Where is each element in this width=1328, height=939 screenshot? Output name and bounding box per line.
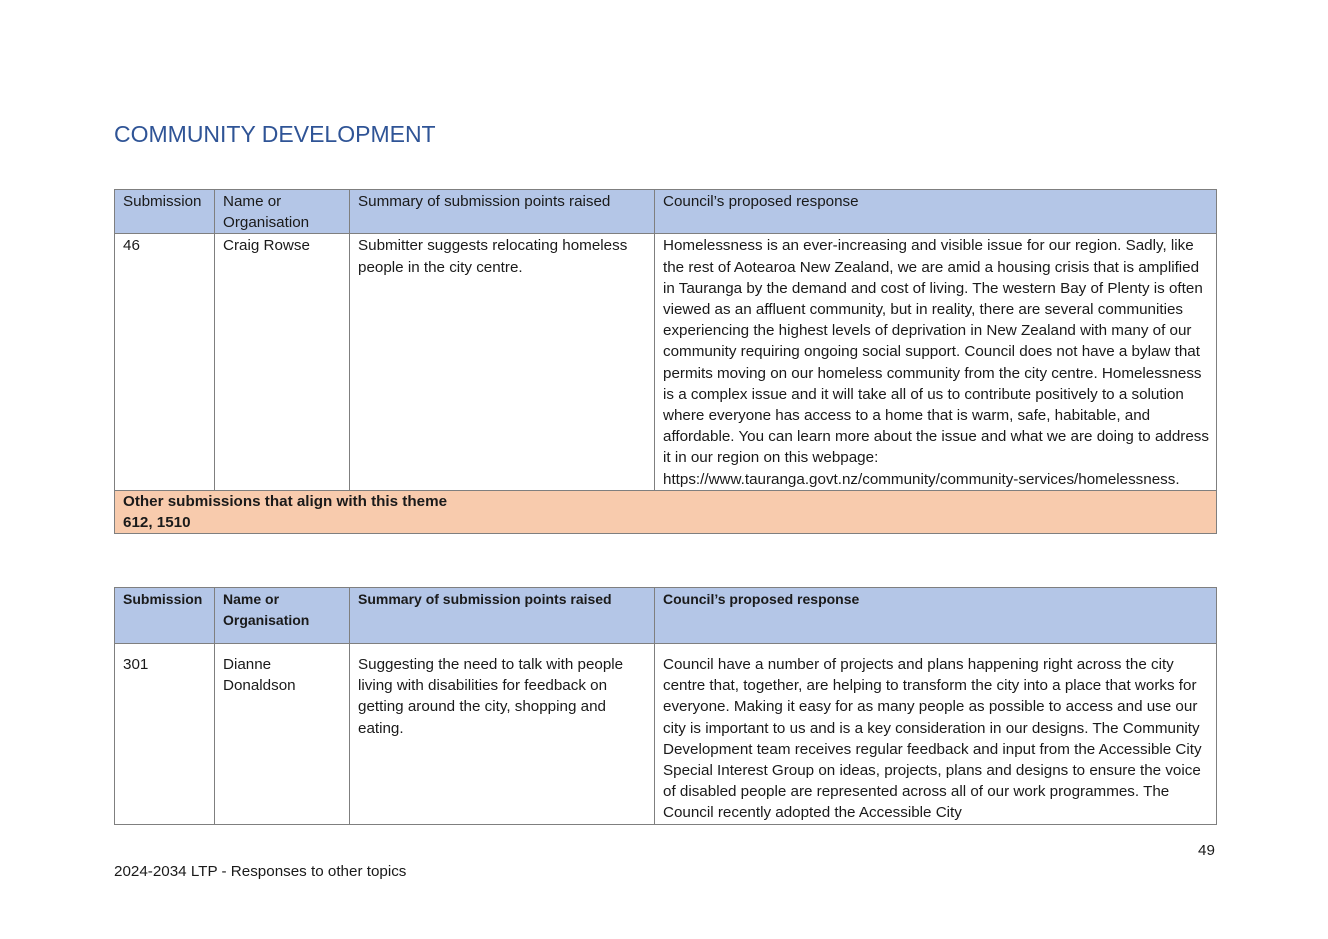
submitter-name: Dianne Donaldson	[215, 644, 350, 825]
other-submissions-values: 612, 1510	[123, 514, 191, 532]
other-submissions-cell	[115, 490, 1217, 533]
header-council-response: Council’s proposed response	[655, 190, 1217, 234]
council-response: Homelessness is an ever-increasing and visible issue for our region. Sadly, like the rest of Aotearoa New Zealand, we are amid a housing crisis that is amplified in Tauranga by the demand and cost of living. The western Bay of Plenty is often viewed as an affluent community, but in reality, there are several communities experiencing the highest levels of deprivation in New Zealand with many of our community requiring ongoing social support. Council does not have a bylaw that permits moving on our homeless community from the city centre. Homelessness is a complex issue and it will take all of us to contribute positively to a solution where everyone has access to a home that is warm, safe, habitable, and affordable. You can learn more about the issue and what we are doing to address it in our region on this webpage: https://www.tauranga.govt.nz/community/community-services/homelessness.	[655, 234, 1217, 490]
document-footer: 2024-2034 LTP - Responses to other topics	[114, 863, 407, 880]
header-name-or-organisation: Name or Organisation	[215, 190, 350, 234]
submission-number: 46	[115, 234, 215, 490]
council-response: Council have a number of projects and plans happening right across the city centre that, together, are helping to transform the city into a place that works for everyone. Making it easy for as many people as possible to access and use our city is important to us and is a key consideration in our designs. The Community Development team receives regular feedback and input from the Accessible City Special Interest Group on ideas, projects, plans and designs to ensure the voice of disabled people are represented across all of our work programmes. The Council recently adopted the Accessible City	[655, 644, 1217, 825]
table-header-row	[115, 190, 1217, 234]
other-submissions-row	[115, 490, 1217, 533]
table-header-row	[115, 588, 1217, 644]
table-row	[115, 234, 1217, 490]
section-title: COMMUNITY DEVELOPMENT	[114, 121, 436, 147]
header-council-response: Council’s proposed response	[655, 588, 1217, 644]
header-summary: Summary of submission points raised	[350, 190, 655, 234]
header-submission: Submission	[115, 588, 215, 644]
submissions-table-accessibility	[114, 587, 1217, 825]
header-summary: Summary of submission points raised	[350, 588, 655, 644]
submission-summary: Submitter suggests relocating homeless people in the city centre.	[350, 234, 655, 490]
header-submission: Submission	[115, 190, 215, 234]
page-number: 49	[1198, 842, 1215, 859]
submissions-table-community-development	[114, 189, 1217, 534]
submitter-name: Craig Rowse	[215, 234, 350, 490]
table-row	[115, 644, 1217, 825]
header-name-or-organisation: Name or Organisation	[215, 588, 350, 644]
submission-number: 301	[115, 644, 215, 825]
submission-summary: Suggesting the need to talk with people living with disabilities for feedback on getting around the city, shopping and eating.	[350, 644, 655, 825]
other-submissions-label: Other submissions that align with this theme	[123, 492, 448, 510]
